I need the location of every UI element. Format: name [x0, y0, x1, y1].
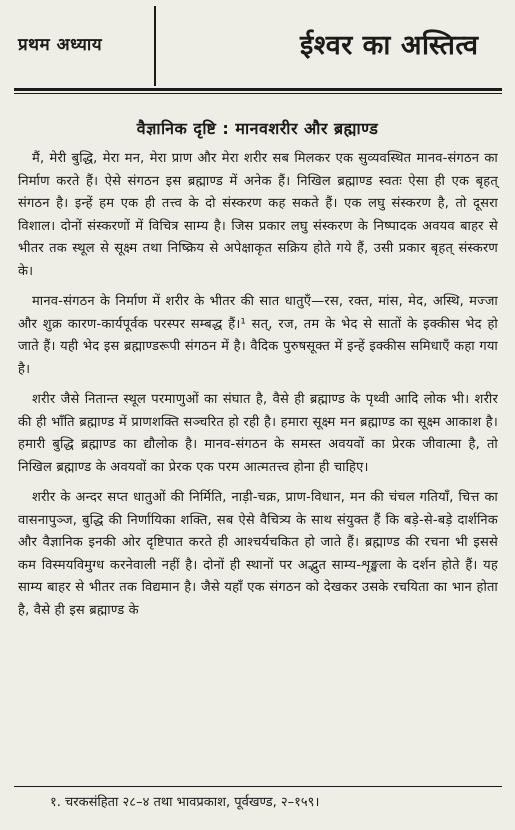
paragraph-4: शरीर के अन्दर सप्त धातुओं की निर्मिति, नाड़ी-चक्र, प्राण-विधान, मन की चंचल गतियाँ, चित्त का वासनापुञ्ज, बुद्धि की निर्णायिका शक्ति, सब ऐसे वैचित्र्य के साथ संयुक्त हैं कि बड़े-से-बड़े दार्शनिक और वैज्ञानिक इनकी ओर दृष्टिपात करते ही आश्चर्यचकित हो जाते हैं। ब्रह्माण्ड की रचना भी इससे कम विस्मयविमुग्ध करनेवाली नहीं है। दोनों ही स्थानों पर अद्भुत साम्य-शृङ्खला के दर्शन होते हैं। यह साम्य बाहर से भीतर तक विद्यमान है। जैसे यहाँ एक संगठन को देखकर उसके रचयिता का भान होता है, वैसे ही इस ब्रह्माण्ड के	[18, 490, 498, 618]
footnote-divider	[14, 786, 502, 787]
paragraph-1: मैं, मेरी बुद्धि, मेरा मन, मेरा प्राण और मेरा शरीर सब मिलकर एक सुव्यवस्थित मानव-संगठन का निर्माण करते हैं। ऐसे संगठन इस ब्रह्माण्ड में अनेक हैं। निखिल ब्रह्माण्ड स्वतः ऐसा ही एक बृहत् संगठन है। इन्हें हम एक ही तत्त्व के दो संस्करण कह सकते हैं। एक लघु संस्करण है, तो दूसरा विशाल। दोनों संस्करणों में विचित्र साम्य है। जिस प्रकार लघु संस्करण के निष्पादक अवयव बाहर से भीतर तक स्थूल से सूक्ष्म तथा निष्क्रिय से अपेक्षाकृत सक्रिय होते गये हैं, उसी प्रकार बृहत् संस्करण के।	[18, 151, 498, 279]
header-divider	[154, 6, 156, 86]
footnote: १. चरकसंहिता २८–४ तथा भावप्रकाश, पूर्वखण्ड, २–१५९।	[50, 795, 320, 810]
header-rule-thick	[14, 88, 502, 91]
section-title: वैज्ञानिक दृष्टि : मानवशरीर और ब्रह्माण्ड	[136, 119, 379, 138]
chapter-label: प्रथम अध्याय	[18, 35, 103, 55]
chapter-title: ईश्वर का अस्तित्व	[300, 30, 479, 61]
paragraph-2: मानव-संगठन के निर्माण में शरीर के भीतर की सात धातुएँ—रस, रक्त, मांस, मेद, अस्थि, मज्जा और शुक्र कारण-कार्यपूर्वक परस्पर सम्बद्ध हैं।¹ सत्, रज, तम के भेद से सातों के इक्कीस भेद हो जाते हैं। यही भेद इस ब्रह्माण्डरूपी संगठन में है। वैदिक पुरुषसूक्त में इन्हें इक्कीस समिधाएँ कहा गया है।	[18, 294, 498, 377]
page-header	[0, 0, 515, 86]
paragraph-3: शरीर जैसे नितान्त स्थूल परमाणुओं का संघात है, वैसे ही ब्रह्माण्ड के पृथ्वी आदि लोक भी। शरीर की ही भाँति ब्रह्माण्ड में प्राणशक्ति सञ्चरित हो रही है। हमारा सूक्ष्म मन ब्रह्माण्ड का सूक्ष्म आकाश है। हमारी बुद्धि ब्रह्माण्ड का द्यौलोक है। मानव-संगठन के समस्त अवयवों का प्रेरक जीवात्मा है, तो निखिल ब्रह्माण्ड के अवयवों का प्रेरक एक परम आत्मतत्त्व होना ही चाहिए।	[18, 392, 498, 475]
header-rule-thin	[14, 93, 502, 94]
body-text	[18, 148, 498, 630]
